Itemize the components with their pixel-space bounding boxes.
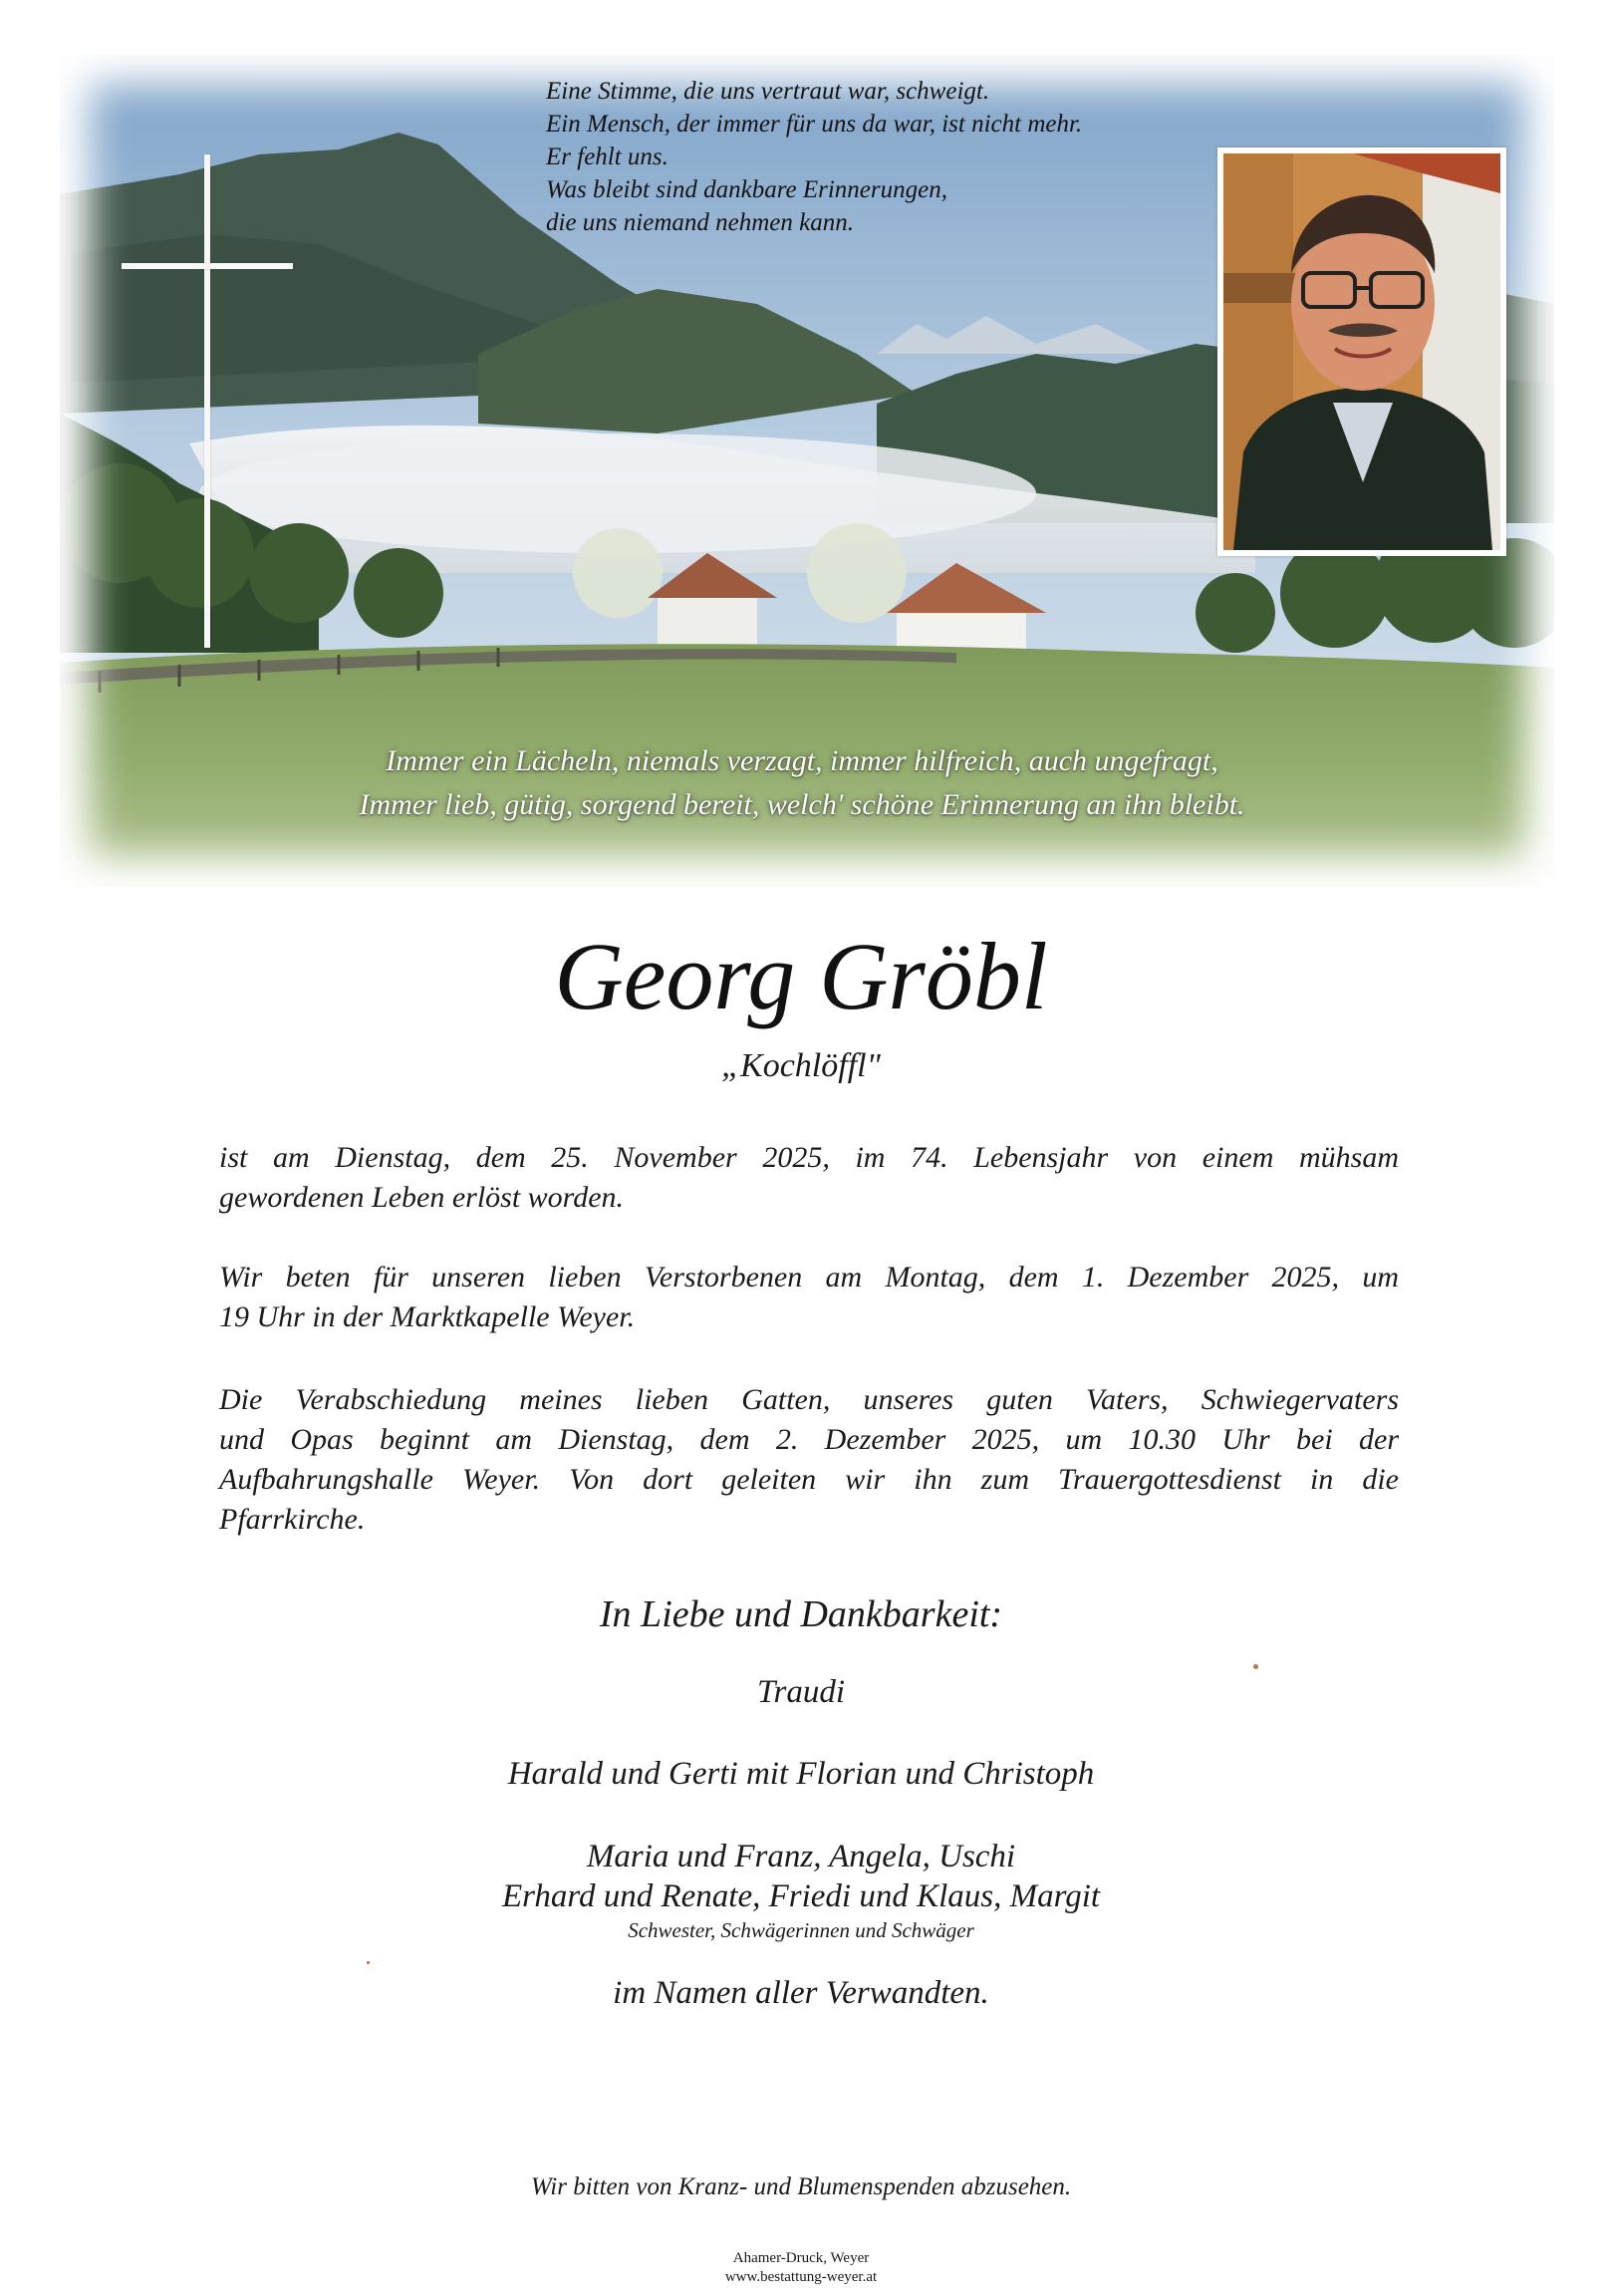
donation-request: Wir bitten von Kranz- und Blumenspenden abzusehen.: [530, 2173, 1072, 2200]
cross-icon-horizontal: [122, 263, 293, 269]
portrait-image: [1223, 153, 1500, 550]
deceased-nickname: „Kochlöffl": [721, 1047, 881, 1084]
signature-relatives: im Namen aller Verwandten.: [613, 1975, 989, 2011]
paragraph-line: Wir beten für unseren lieben Verstorbenen am Montag, dem 1. Dezember 2025, um: [219, 1261, 1399, 1293]
paragraph-line: Aufbahrungshalle Weyer. Von dort geleiten wir ihn zum Trauergottesdienst in die: [219, 1463, 1399, 1496]
top-poem-line: Er fehlt uns.: [546, 144, 668, 170]
signature-siblings-line: Erhard und Renate, Friedi und Klaus, Margit: [501, 1878, 1101, 1914]
cross-icon-vertical: [204, 154, 210, 648]
paragraph-line: Die Verabschiedung meines lieben Gatten, unseres guten Vaters, Schwiegervaters: [219, 1383, 1399, 1416]
signature-children: Harald und Gerti mit Florian und Christoph: [507, 1756, 1095, 1792]
prayer-announcement: [219, 1258, 1399, 1337]
top-poem-line: die uns niemand nehmen kann.: [546, 209, 854, 236]
top-poem-line: Was bleibt sind dankbare Erinnerungen,: [546, 176, 947, 203]
signature-spouse: Traudi: [756, 1674, 846, 1710]
top-poem-line: Eine Stimme, die uns vertraut war, schweigt.: [546, 78, 990, 105]
paragraph-line: Pfarrkirche.: [219, 1503, 366, 1536]
funeral-announcement: [219, 1380, 1399, 1540]
paragraph-line: und Opas beginnt am Dienstag, dem 2. Dezember 2025, um 10.30 Uhr bei der: [219, 1423, 1399, 1456]
deceased-name: Georg Gröbl: [554, 923, 1048, 1029]
bottom-poem-line: Immer lieb, gütig, sorgend bereit, welch' schöne Erinnerung an ihn bleibt.: [359, 788, 1245, 821]
bottom-poem: [239, 739, 1365, 827]
signature-heading: In Liebe und Dankbarkeit:: [599, 1593, 1003, 1635]
printer-website: www.bestattung-weyer.at: [724, 2269, 878, 2285]
scan-speck: [367, 1961, 370, 1964]
paragraph-line: ist am Dienstag, dem 25. November 2025, im 74. Lebensjahr von einem mühsam: [219, 1141, 1399, 1174]
portrait-photo: [1217, 147, 1506, 556]
paragraph-line: 19 Uhr in der Marktkapelle Weyer.: [219, 1300, 636, 1333]
printer-credit: Ahamer-Druck, Weyer: [732, 2250, 870, 2266]
paragraph-line: gewordenen Leben erlöst worden.: [219, 1181, 625, 1214]
top-poem-line: Ein Mensch, der immer für uns da war, ist nicht mehr.: [546, 111, 1083, 138]
signature-siblings-line: Maria und Franz, Angela, Uschi: [586, 1839, 1016, 1874]
scan-speck: [1253, 1664, 1258, 1669]
top-poem: [546, 75, 1243, 239]
signature-caption: Schwester, Schwägerinnen und Schwäger: [628, 1918, 974, 1942]
death-announcement: [219, 1138, 1399, 1218]
bottom-poem-line: Immer ein Lächeln, niemals verzagt, immer hilfreich, auch ungefragt,: [386, 744, 1218, 777]
